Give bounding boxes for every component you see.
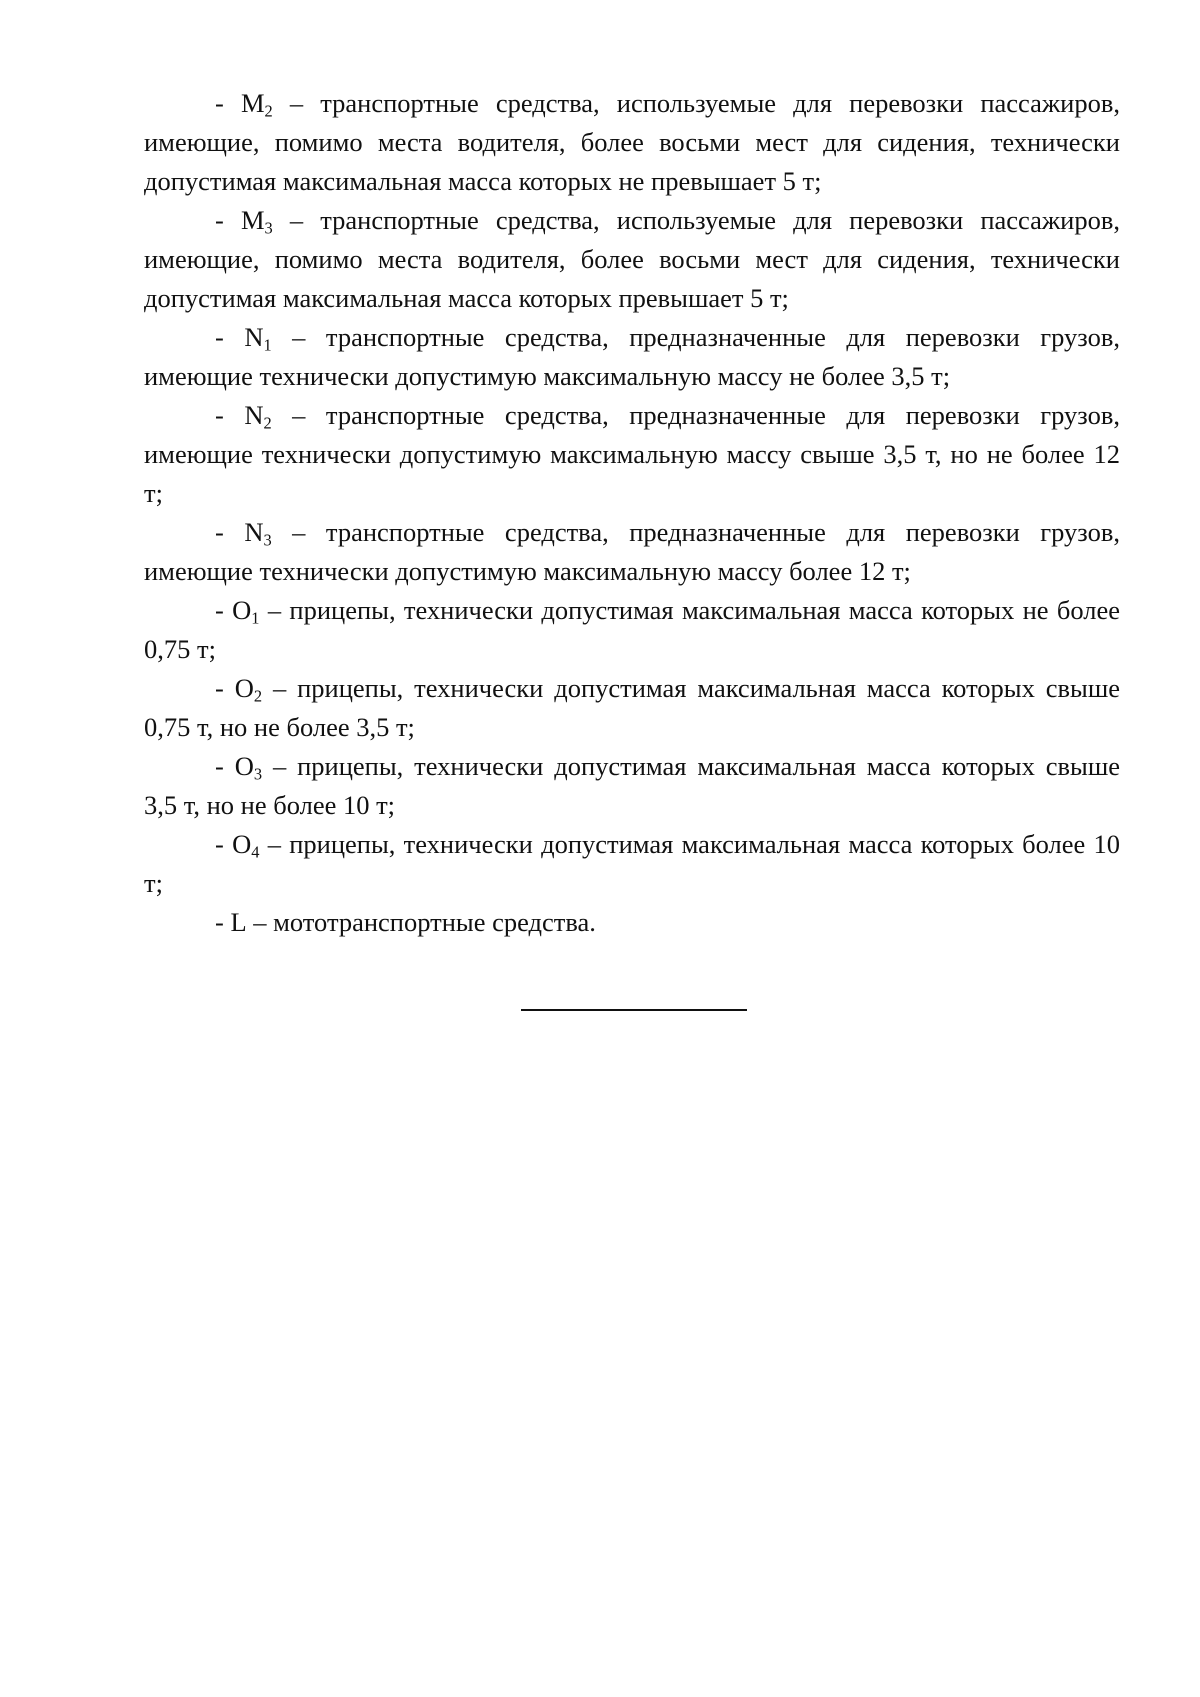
category-item-o4 [144, 825, 1120, 903]
category-code: O [234, 751, 254, 781]
category-subscript: 4 [251, 842, 260, 862]
category-code: N [244, 517, 264, 547]
vehicle-category-list [144, 84, 1120, 942]
category-code: L [230, 907, 247, 937]
category-subscript: 3 [264, 218, 273, 238]
category-description: – прицепы, технически допустимая максимальная масса которых более 10 т; [144, 829, 1120, 898]
item-prefix: - [215, 829, 233, 859]
category-description: – транспортные средства, предназначенные для перевозки грузов, имеющие технически допустимую максимальную массу свыше 3,5 т, но не более 12 т; [144, 400, 1121, 508]
category-description: – транспортные средства, используемые для перевозки пассажиров, имеющие, помимо места водителя, более восьми мест для сидения, технически допустимая максимальная масса которых не превышает 5 т; [144, 88, 1120, 196]
category-description: – прицепы, технически допустимая максимальная масса которых не более 0,75 т; [144, 595, 1121, 664]
category-item-o1 [144, 591, 1120, 669]
category-subscript: 1 [251, 608, 260, 628]
category-item-m2 [144, 84, 1120, 201]
category-code: O [232, 595, 252, 625]
item-prefix: - [215, 751, 235, 781]
category-subscript: 2 [263, 413, 272, 433]
category-item-n3 [144, 513, 1120, 591]
item-prefix: - [215, 907, 231, 937]
category-code: M [240, 88, 265, 118]
item-prefix: - [215, 517, 245, 547]
item-prefix: - [215, 673, 235, 703]
category-item-n1 [144, 318, 1120, 396]
category-item-n2 [144, 396, 1120, 513]
category-code: N [244, 400, 264, 430]
category-item-o3 [144, 747, 1120, 825]
category-code: N [244, 322, 264, 352]
end-of-document-rule [521, 1009, 747, 1011]
item-prefix: - [215, 322, 245, 352]
category-item-l [144, 903, 1120, 942]
category-description: – мототранспортные средства. [246, 907, 596, 937]
category-subscript: 1 [263, 335, 272, 355]
category-code: O [232, 829, 252, 859]
item-prefix: - [215, 595, 233, 625]
category-description: – транспортные средства, предназначенные для перевозки грузов, имеющие технически допустимую максимальную массу не более 3,5 т; [144, 322, 1121, 391]
category-subscript: 3 [253, 764, 263, 784]
item-prefix: - [215, 205, 241, 235]
category-code: O [234, 673, 254, 703]
category-subscript: 2 [253, 686, 263, 706]
item-prefix: - [215, 400, 245, 430]
category-description: – транспортные средства, предназначенные для перевозки грузов, имеющие технически допустимую максимальную массу более 12 т; [144, 517, 1121, 586]
category-item-m3 [144, 201, 1120, 318]
category-description: – транспортные средства, используемые для перевозки пассажиров, имеющие, помимо места водителя, более восьми мест для сидения, технически допустимая максимальная масса которых превышает 5 т; [144, 205, 1120, 313]
category-item-o2 [144, 669, 1120, 747]
item-prefix: - [215, 88, 241, 118]
category-description: – прицепы, технически допустимая максимальная масса которых свыше 0,75 т, но не более 3,5 т; [144, 673, 1120, 742]
category-description: – прицепы, технически допустимая максимальная масса которых свыше 3,5 т, но не более 10 т; [144, 751, 1120, 820]
category-subscript: 3 [263, 530, 272, 550]
category-code: M [240, 205, 265, 235]
category-subscript: 2 [264, 101, 273, 121]
